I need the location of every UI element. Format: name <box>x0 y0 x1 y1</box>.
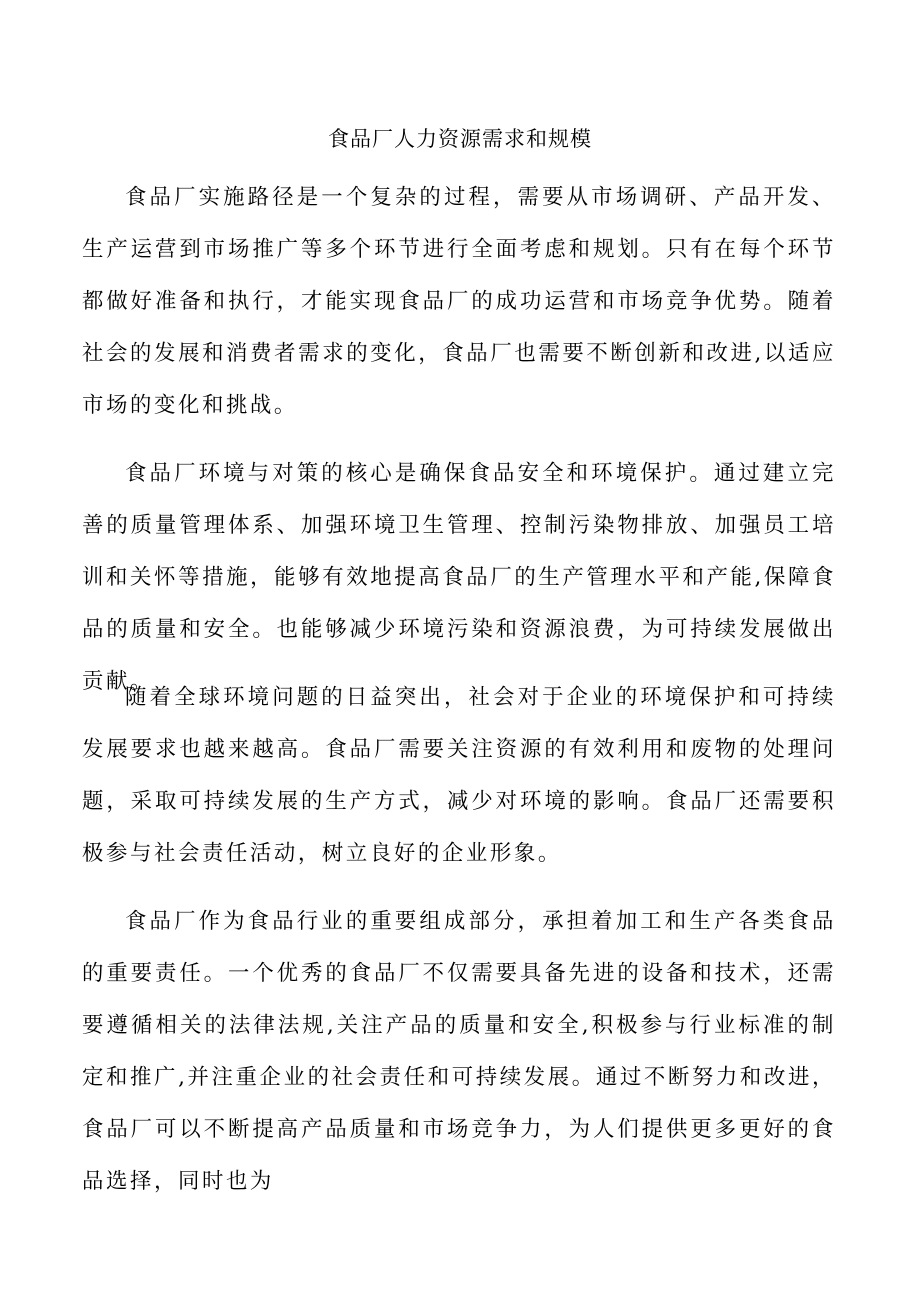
paragraph-sustainability: 随着全球环境问题的日益突出，社会对于企业的环境保护和可持续发展要求也越来越高。食品厂需要关注资源的有效利用和废物的处理问题，采取可持续发展的生产方式，减少对环境的影响。食品厂还需要积极参与社会责任活动，树立良好的企业形象。 <box>82 685 836 866</box>
paragraph-environment-measures: 食品厂环境与对策的核心是确保食品安全和环境保护。通过建立完善的质量管理体系、加强环境卫生管理、控制污染物排放、加强员工培训和关怀等措施，能够有效地提高食品厂的生产管理水平和产能,保障食品的质量和安全。也能够减少环境污染和资源浪费，为可持续发展做出贡献。 <box>82 461 836 694</box>
document-title: 食品厂人力资源需求和规模 <box>328 127 592 151</box>
paragraph-implementation-path: 食品厂实施路径是一个复杂的过程，需要从市场调研、产品开发、生产运营到市场推广等多个环节进行全面考虑和规划。只有在每个环节都做好准备和执行，才能实现食品厂的成功运营和市场竞争优势。随着社会的发展和消费者需求的变化，食品厂也需要不断创新和改进,以适应市场的变化和挑战。 <box>82 185 836 418</box>
paragraph-industry-role: 食品厂作为食品行业的重要组成部分，承担着加工和生产各类食品的重要责任。一个优秀的食品厂不仅需要具备先进的设备和技术，还需要遵循相关的法律法规,关注产品的质量和安全,积极参与行业标准的制定和推广,并注重企业的社会责任和可持续发展。通过不断努力和改进，食品厂可以不断提高产品质量和市场竞争力，为人们提供更多更好的食品选择，同时也为 <box>82 909 836 1194</box>
